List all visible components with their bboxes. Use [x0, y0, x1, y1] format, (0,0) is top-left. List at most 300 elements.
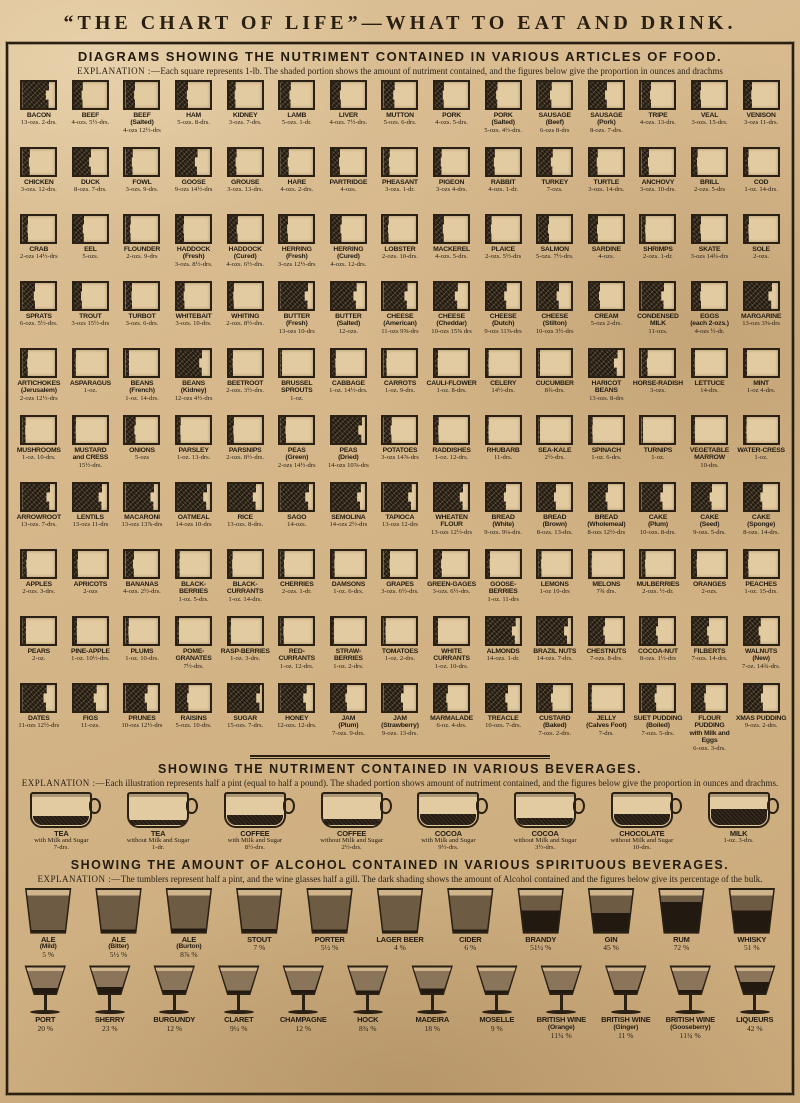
nutriment-fill: [332, 216, 342, 242]
tumbler-icon: [162, 888, 216, 934]
food-name: FILBERTS: [693, 648, 726, 655]
food-measure: 1-oz.: [651, 454, 665, 462]
food-name: ARTICHOKES: [17, 380, 61, 387]
food-measure: 1-oz. 6-drs.: [591, 454, 622, 462]
food-measure: 13-ozs. 2-drs.: [20, 119, 57, 127]
food-item: [374, 683, 426, 752]
food-name: LENTILS: [76, 514, 104, 521]
food-item: [13, 415, 65, 481]
nutriment-fill: [332, 618, 334, 644]
nutriment-square: [588, 482, 625, 512]
wine-glass-item: [336, 965, 400, 1040]
nutriment-square: [691, 549, 728, 579]
wine-name: LIQUEURS: [736, 1015, 774, 1025]
beverage-item: [110, 792, 206, 852]
food-item: [477, 147, 529, 213]
nutriment-square: [20, 147, 57, 177]
nutriment-square: [433, 281, 470, 311]
food-item: [529, 482, 581, 548]
tumbler-fill: [375, 890, 425, 932]
food-measure: 5-ozs. 4½-drs.: [484, 126, 522, 134]
cup-fill: [420, 814, 476, 825]
nutriment-square: [381, 549, 418, 579]
food-measure: 13-ozs. 8-drs.: [227, 521, 264, 529]
food-item: [632, 348, 684, 414]
food-item: [271, 549, 323, 615]
cup-icon: [30, 792, 92, 828]
nutriment-square: [227, 683, 264, 713]
food-name: FLOUNDER: [123, 246, 161, 253]
food-qualifier: (Fresh): [285, 253, 308, 261]
nutriment-square: [536, 683, 573, 713]
food-measure: 8-ozs. 13-drs.: [536, 528, 573, 536]
food-item: [581, 616, 633, 682]
food-measure: 10-drs.: [700, 461, 719, 469]
food-name: PINE-APPLE: [70, 648, 110, 655]
food-item: [426, 616, 478, 682]
food-qualifier: (Green): [285, 454, 309, 462]
food-measure: 2-ozs. 8½-drs.: [226, 320, 265, 328]
nutriment-fill: [745, 216, 749, 242]
food-measure: 1-oz. 2-drs.: [333, 662, 364, 670]
cup-fill: [517, 818, 573, 825]
food-measure: 2-ozs. 5-drs: [693, 186, 726, 194]
wine-glass-bowl-icon: [281, 965, 325, 995]
alcohol-percentage: 45 %: [603, 943, 619, 953]
nutriment-square: [536, 482, 573, 512]
food-item: [632, 147, 684, 213]
nutriment-square: [691, 415, 728, 445]
wine-glass-bowl-icon: [475, 965, 519, 995]
food-row: [13, 281, 787, 347]
food-item: [684, 415, 736, 481]
food-item: [735, 549, 787, 615]
nutriment-square: [536, 214, 573, 244]
food-item: [116, 281, 168, 347]
nutriment-fill: [229, 618, 231, 644]
nutriment-square: [485, 549, 522, 579]
food-measure: 1-oz. 10-drs.: [125, 655, 159, 663]
food-item: [632, 683, 684, 752]
food-item: [477, 616, 529, 682]
nutriment-square: [639, 683, 676, 713]
food-name: RADDISHES: [432, 447, 471, 454]
nutriment-fill: [590, 417, 593, 443]
nutriment-fill: [641, 82, 651, 108]
nutriment-square: [588, 348, 625, 378]
food-name: CREAM: [594, 313, 619, 320]
food-name: FIGS: [82, 715, 98, 722]
food-item: [529, 348, 581, 414]
beverage-qualifier: with Milk and Sugar: [34, 837, 89, 845]
nutriment-fill: [538, 417, 540, 443]
nutriment-fill: [177, 283, 185, 309]
food-name: APRICOTS: [73, 581, 108, 588]
wine-glass-foot-icon: [546, 1010, 576, 1014]
nutriment-fill: [177, 618, 179, 644]
nutriment-square: [536, 80, 573, 110]
wine-glass-item: [13, 965, 77, 1040]
food-name: BEEF: [133, 112, 151, 119]
food-name: LAMB: [287, 112, 307, 119]
nutriment-fill: [641, 685, 656, 711]
food-name: TOMATOES: [381, 648, 419, 655]
food-name: COD: [753, 179, 769, 186]
food-measure: 1-oz. 14-drs.: [744, 186, 778, 194]
nutriment-square: [20, 549, 57, 579]
tumbler-icon: [584, 888, 638, 934]
nutriment-square: [330, 214, 367, 244]
nutriment-square: [278, 683, 315, 713]
food-item: [323, 415, 375, 481]
tumbler-icon: [92, 888, 146, 934]
food-qualifier: (each 2-ozs.): [690, 320, 729, 328]
tumbler-item: [154, 888, 224, 960]
nutriment-fill: [538, 618, 568, 644]
food-item: [219, 80, 271, 146]
food-name: RHUBARB: [486, 447, 520, 454]
nutriment-fill: [435, 350, 438, 376]
food-item: [632, 482, 684, 548]
food-name: HADDOCK: [228, 246, 262, 253]
nutriment-fill: [745, 82, 753, 108]
nutriment-square: [433, 80, 470, 110]
nutriment-fill: [538, 216, 549, 242]
nutriment-square: [278, 281, 315, 311]
food-name: EGGS: [700, 313, 719, 320]
food-item: [477, 415, 529, 481]
tumbler-name: LAGER BEER: [376, 934, 424, 944]
food-measure: 1-oz. 14½-drs.: [329, 387, 368, 395]
food-measure: 1-oz. 12-drs.: [434, 454, 469, 462]
nutriment-square: [588, 281, 625, 311]
nutriment-square: [330, 80, 367, 110]
nutriment-fill: [332, 350, 336, 376]
wine-glass-foot-icon: [159, 1010, 189, 1014]
nutriment-square: [485, 147, 522, 177]
food-measure: 7-ozs.: [546, 186, 563, 194]
nutriment-square: [433, 482, 470, 512]
wine-glass-bowl-icon: [733, 965, 777, 995]
food-name: SPRATS: [25, 313, 52, 320]
alcohol-percentage: 11¾ %: [550, 1031, 572, 1041]
tumbler-fill: [445, 890, 495, 932]
food-measure: 3-ozs 11-drs.: [744, 119, 779, 127]
beverage-item: [691, 792, 787, 852]
beverage-item: [497, 792, 593, 852]
food-name: JAM: [393, 715, 407, 722]
nutriment-fill: [74, 551, 78, 577]
food-measure: 2-ozs. 1-dr.: [281, 588, 312, 596]
food-name: PLAICE: [491, 246, 515, 253]
nutriment-square: [485, 281, 522, 311]
food-name: PORK: [442, 112, 461, 119]
wine-glass-item: [594, 965, 658, 1040]
nutriment-fill: [693, 618, 709, 644]
food-item: [65, 281, 117, 347]
food-measure: 9-ozs. 13-drs.: [381, 729, 418, 737]
food-explanation: EXPLANATION :—Each square represents 1-lb. The shaded portion shows the amount of nutriment contained, and the figures below give the proportion in ounces and drachms: [77, 66, 723, 76]
nutriment-fill: [745, 417, 747, 443]
alcohol-percentage: 51 %: [743, 943, 760, 953]
food-name: KIDNEY: [232, 112, 258, 119]
nutriment-square: [639, 281, 676, 311]
wine-glass-fill: [670, 967, 710, 993]
food-measure: 7-ozs. 14-drs.: [691, 655, 728, 663]
wine-glass-stem-icon: [108, 995, 111, 1010]
wine-name: BRITISH WINE: [536, 1015, 586, 1025]
nutriment-fill: [693, 82, 701, 108]
nutriment-square: [123, 348, 160, 378]
nutriment-fill: [383, 149, 389, 175]
nutriment-square: [330, 683, 367, 713]
nutriment-fill: [280, 216, 288, 242]
food-item: [65, 415, 117, 481]
nutriment-fill: [487, 551, 490, 577]
food-name: BREAD: [543, 514, 567, 521]
nutriment-fill: [125, 82, 135, 108]
nutriment-square: [20, 683, 57, 713]
food-item: [323, 281, 375, 347]
food-item: [168, 549, 220, 615]
nutriment-fill: [177, 350, 202, 376]
food-item: [529, 214, 581, 280]
food-name: SAUSAGE: [538, 112, 571, 119]
wine-glass-fill: [283, 967, 323, 993]
wine-glass-fill: [219, 967, 259, 993]
food-name: CAKE: [700, 514, 719, 521]
food-name: MACKEREL: [433, 246, 470, 253]
food-name: CRAB: [29, 246, 49, 253]
food-measure: 4-ozs. 2-drs.: [280, 186, 314, 194]
food-measure: 3-ozs. 12-drs.: [20, 186, 57, 194]
food-item: [219, 281, 271, 347]
food-measure: 12-ozs 4½-drs: [174, 394, 213, 402]
food-item: [632, 281, 684, 347]
nutriment-square: [639, 80, 676, 110]
nutriment-fill: [745, 484, 763, 510]
nutriment-square: [691, 683, 728, 713]
food-item: [65, 482, 117, 548]
food-measure: 5-ozs. 8-drs.: [177, 119, 210, 127]
food-measure: 1-oz. 8-drs.: [436, 387, 467, 395]
food-name: LOBSTER: [384, 246, 416, 253]
food-measure: 2½-drs.: [544, 454, 565, 462]
nutriment-fill: [229, 216, 238, 242]
tumbler-name: RUM: [673, 934, 690, 944]
food-item: [735, 214, 787, 280]
food-item: [735, 616, 787, 682]
nutriment-fill: [125, 551, 134, 577]
cup-fill: [227, 815, 283, 825]
food-item: [168, 415, 220, 481]
nutriment-square: [485, 348, 522, 378]
food-measure: 3-ozs 14⅞-drs: [381, 454, 419, 462]
tumbler-fill: [94, 890, 144, 932]
food-qualifier: (Baked): [542, 722, 567, 730]
food-measure: 10-ozs 3½-drs: [535, 327, 574, 335]
nutriment-fill: [229, 149, 237, 175]
food-name: COCOA-NUT: [638, 648, 678, 655]
tumbler-fill: [234, 890, 284, 932]
beverage-qualifier: with Milk and Sugar: [421, 837, 476, 845]
cup-icon: [417, 792, 479, 828]
beverage-measure: 10-drs.: [632, 844, 652, 852]
food-name: PRUNES: [128, 715, 156, 722]
nutriment-square: [330, 147, 367, 177]
food-item: [684, 147, 736, 213]
nutriment-fill: [22, 283, 35, 309]
nutriment-square: [278, 214, 315, 244]
food-item: [477, 348, 529, 414]
food-measure: 5-ozs. 1-dr.: [281, 119, 312, 127]
nutriment-fill: [229, 685, 261, 711]
food-item: [323, 616, 375, 682]
food-row: [13, 482, 787, 548]
wine-glass-item: [400, 965, 464, 1040]
nutriment-fill: [383, 551, 390, 577]
tumbler-name: STOUT: [247, 934, 272, 944]
food-measure: 6-ozs 8-drs: [539, 126, 570, 134]
food-name: HERRING: [333, 246, 364, 253]
food-measure: 8-ozs 12½-drs: [587, 528, 626, 536]
tumbler-qualifier: (Bitter): [108, 943, 129, 951]
beverage-name: MILK: [729, 828, 748, 838]
food-item: [529, 549, 581, 615]
cup-handle-icon: [670, 798, 682, 814]
food-measure: 3-ozs 15½-drs: [71, 320, 110, 328]
tumbler-name: WHISKY: [737, 934, 767, 944]
food-name: BREAD: [491, 514, 515, 521]
tumbler-qualifier: (Mild): [39, 943, 57, 951]
food-measure: 9-ozs. 9¼-drs.: [484, 528, 522, 536]
food-name: RASP-BERRIES: [220, 648, 270, 655]
nutriment-fill: [641, 484, 663, 510]
food-name: BLACK-CURRANTS: [226, 581, 264, 596]
beverage-qualifier: without Milk and Sugar: [610, 837, 674, 845]
nutriment-fill: [22, 216, 28, 242]
wine-glass-bowl-icon: [23, 965, 67, 995]
food-measure: 13-ozs. 7-drs.: [20, 521, 57, 529]
food-measure: 7-ozs. 5-drs.: [641, 729, 675, 737]
nutriment-square: [72, 80, 109, 110]
beverage-name: COFFEE: [337, 828, 367, 838]
food-measure: 1-oz. 2-drs.: [384, 655, 416, 663]
nutriment-square: [20, 482, 57, 512]
cup-fill: [130, 820, 186, 825]
tumbler-item: [84, 888, 154, 960]
nutriment-square: [639, 482, 676, 512]
nutriment-fill: [280, 417, 286, 443]
nutriment-square: [588, 616, 625, 646]
nutriment-square: [72, 348, 109, 378]
wine-glass-fill: [348, 967, 388, 993]
food-measure: 13-ozs 13⅞-drs: [121, 521, 163, 529]
food-measure: 3-ozs. 10-drs.: [639, 186, 676, 194]
nutriment-square: [743, 549, 780, 579]
food-name: SALMON: [540, 246, 569, 253]
food-name: XMAS PUDDING: [735, 715, 787, 722]
nutriment-fill: [435, 283, 458, 309]
food-qualifier: (Salted): [491, 119, 515, 127]
cup-fill: [711, 809, 767, 825]
nutriment-fill: [22, 551, 27, 577]
food-item: [323, 214, 375, 280]
food-measure: 4-ozs. 2½-drs.: [123, 588, 161, 596]
nutriment-fill: [229, 350, 234, 376]
beverage-measure: 8½-drs.: [244, 844, 265, 852]
nutriment-fill: [280, 618, 284, 644]
food-item: [684, 281, 736, 347]
food-name: PEAS: [287, 447, 306, 454]
food-name: CAKE: [648, 514, 668, 521]
wine-glass-item: [529, 965, 593, 1040]
food-measure: 13-ozs. 8-drs: [589, 394, 624, 402]
food-measure: 1-oz.: [754, 454, 768, 462]
nutriment-square: [72, 415, 109, 445]
food-measure: 4-ozs. 1-dr.: [488, 186, 519, 194]
food-name: HADDOCK: [176, 246, 211, 253]
food-item: [116, 415, 168, 481]
food-name: GRAPES: [386, 581, 414, 588]
nutriment-fill: [693, 350, 695, 376]
food-name: WHEATEN FLOUR: [435, 514, 468, 529]
nutriment-square: [72, 147, 109, 177]
food-measure: 3-ozs. 9-drs.: [125, 186, 159, 194]
food-name: BREAD: [594, 514, 618, 521]
food-item: [632, 616, 684, 682]
food-item: [219, 549, 271, 615]
food-row: [13, 80, 787, 146]
nutriment-square: [381, 482, 418, 512]
nutriment-square: [691, 281, 728, 311]
food-measure: 9-ozs. 5-drs.: [693, 528, 726, 536]
food-measure: 3-ozs. 15-drs.: [691, 119, 728, 127]
food-measure: 4-ozs.: [340, 186, 357, 194]
food-measure: 12-ozs.: [338, 327, 358, 335]
tumbler-item: [717, 888, 787, 960]
food-measure: 7-ozs. 8-drs.: [589, 655, 623, 663]
food-measure: 14-ozs. 7-drs.: [536, 655, 573, 663]
food-qualifier: (Cured): [336, 253, 360, 261]
beverage-measure: 1-dr.: [151, 844, 165, 852]
food-name: CHERRIES: [280, 581, 314, 588]
food-measure: 14-drs.: [700, 387, 719, 395]
food-measure: 4-ozs. 5-drs.: [435, 119, 468, 127]
food-name: VEGETABLE MARROW: [689, 447, 730, 462]
food-measure: 11-ozs.: [648, 327, 668, 335]
nutriment-fill: [177, 417, 181, 443]
food-item: [735, 683, 787, 752]
food-name: MACARONI: [124, 514, 160, 521]
food-name: PARTRIDGE: [329, 179, 368, 186]
wine-glass-fill: [412, 967, 452, 993]
food-measure: 4-ozs. 13-drs.: [639, 119, 676, 127]
food-item: [219, 348, 271, 414]
cup-icon: [224, 792, 286, 828]
wine-glass-stem-icon: [173, 995, 176, 1010]
nutriment-fill: [693, 216, 701, 242]
wine-glass-stem-icon: [560, 995, 563, 1010]
nutriment-square: [175, 683, 212, 713]
food-item: [219, 616, 271, 682]
wine-glass-stem-icon: [302, 995, 305, 1010]
nutriment-square: [588, 415, 625, 445]
beverage-cups-row: [13, 792, 787, 852]
food-name: BACON: [26, 112, 51, 119]
food-name: TAPIOCA: [385, 514, 415, 521]
food-item: [529, 80, 581, 146]
